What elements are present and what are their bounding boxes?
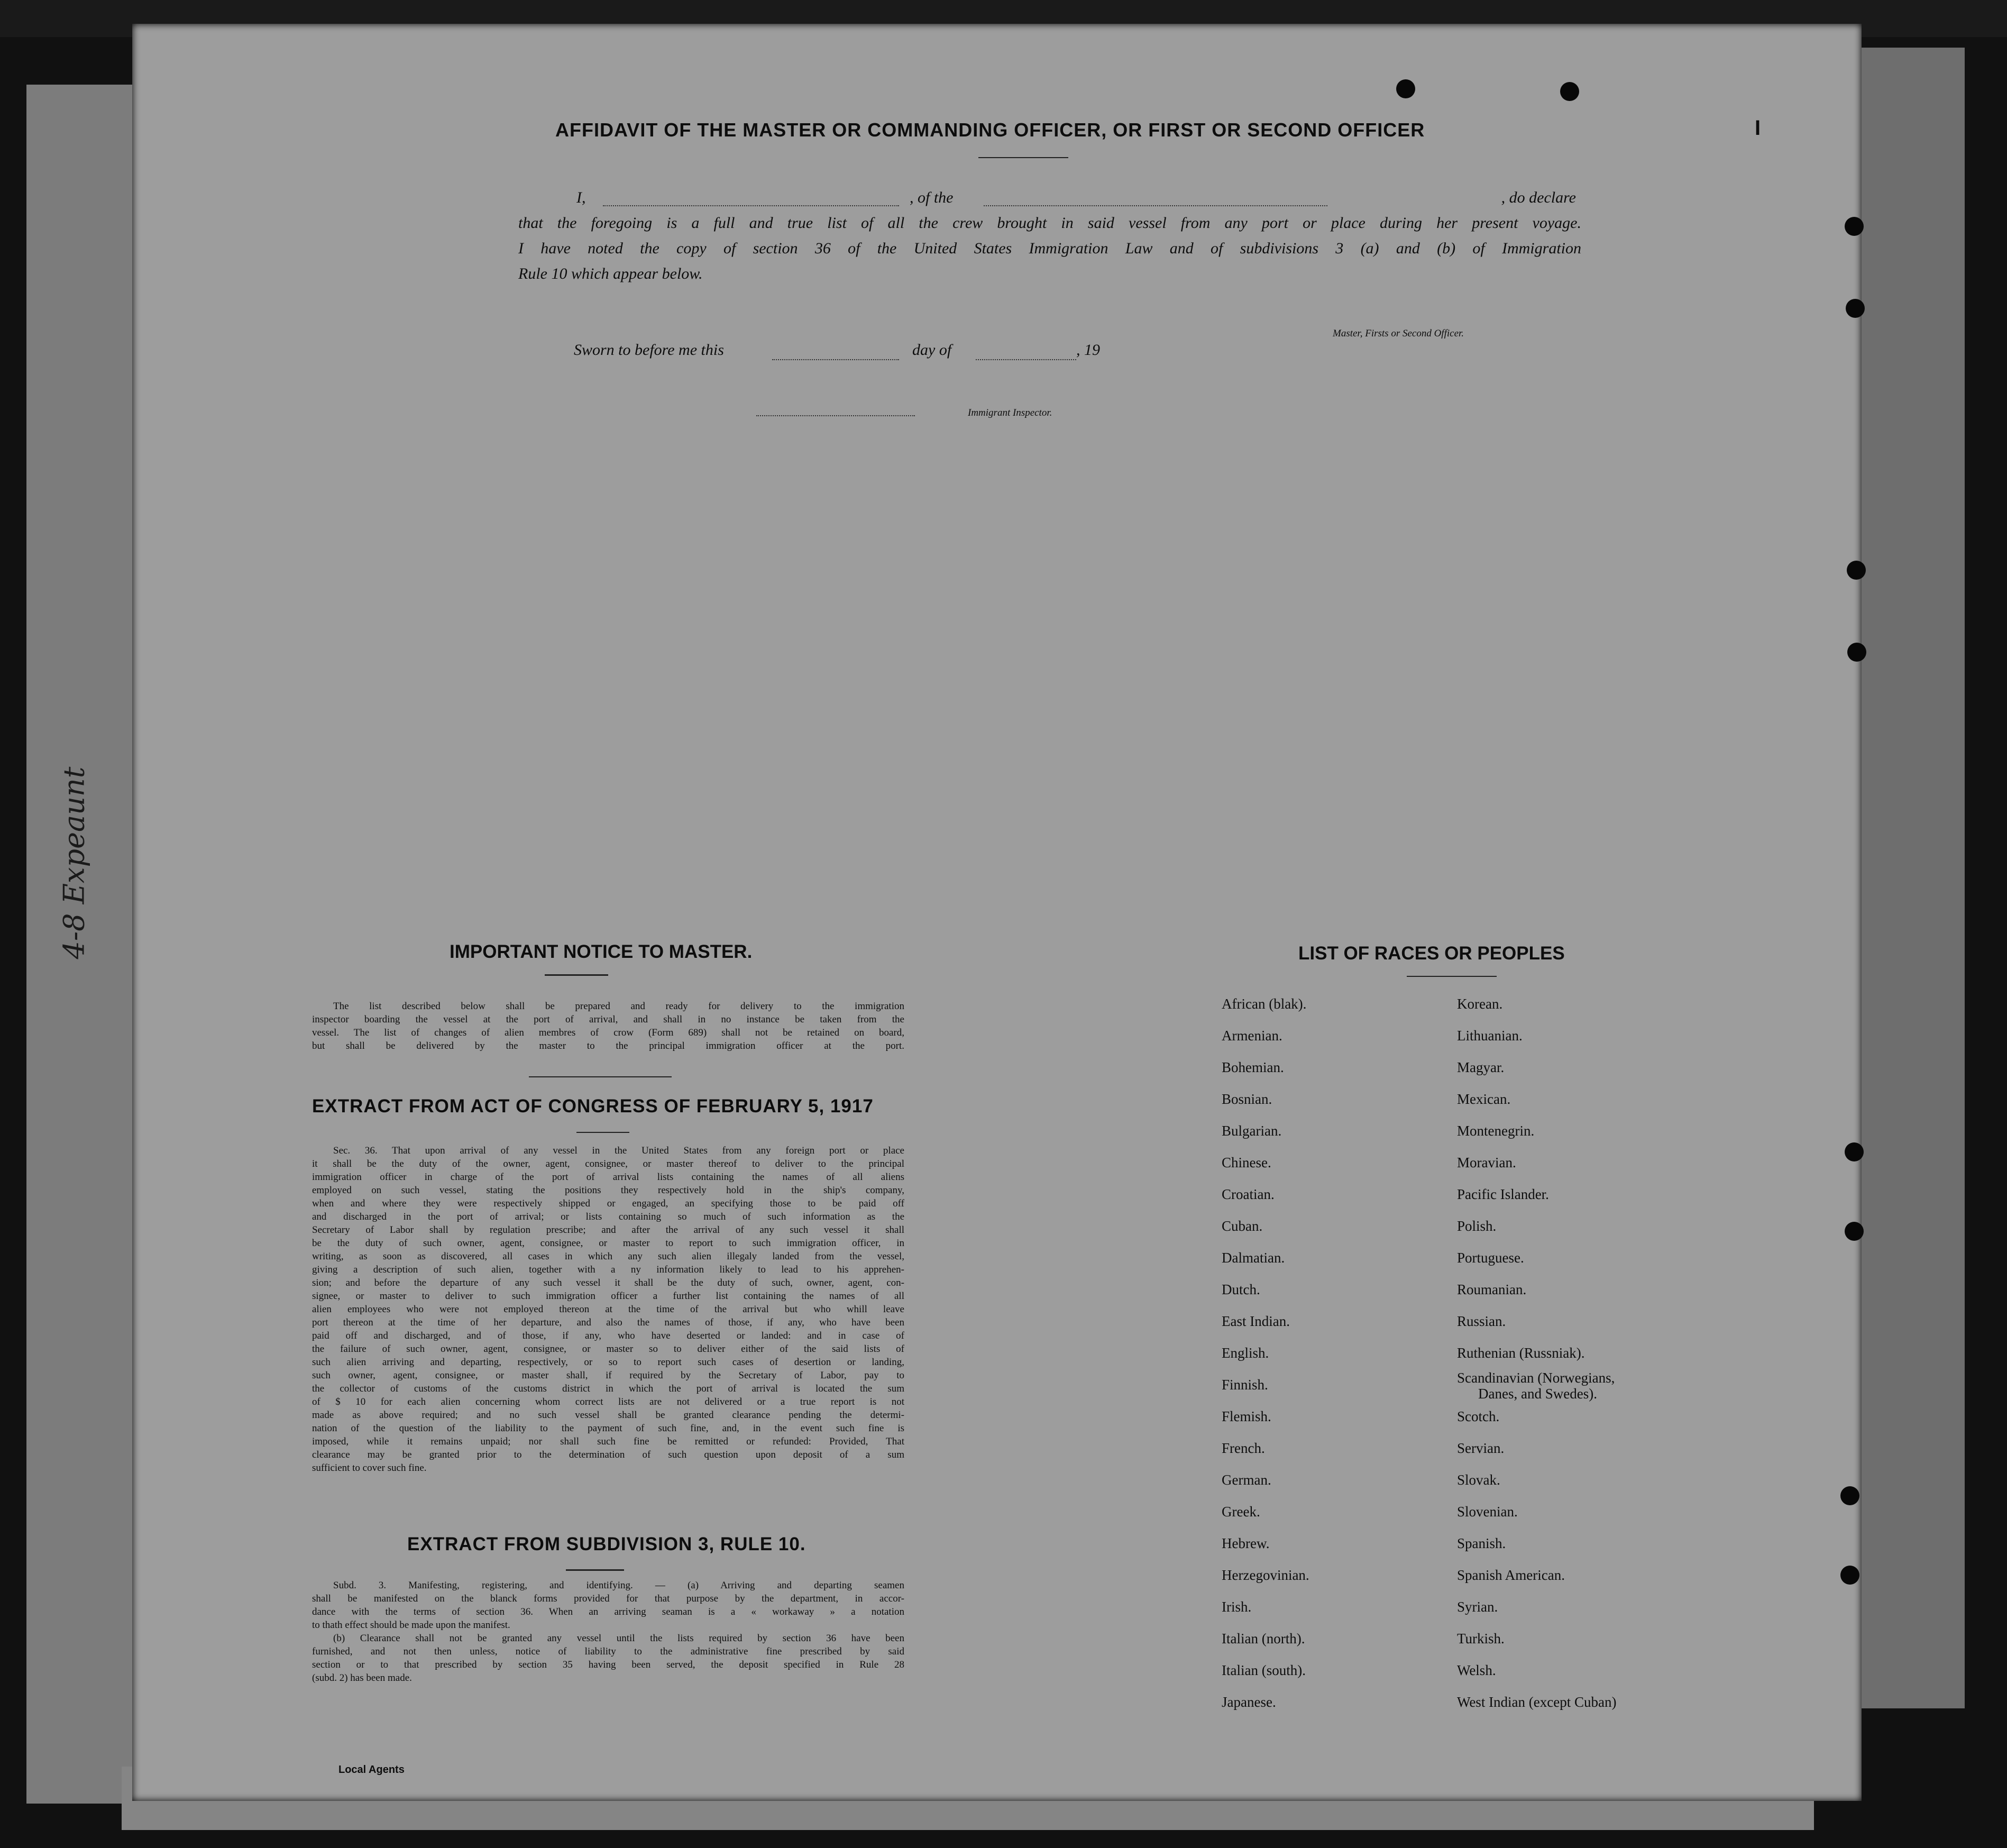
race-item: Croatian.: [1222, 1186, 1275, 1202]
race-item: Bohemian.: [1222, 1059, 1284, 1075]
race-item: French.: [1222, 1440, 1265, 1456]
act-line: such alien arriving and departing, respectively, or so to report such cases of desertion or landing,: [312, 1357, 904, 1368]
race-item: Scotch.: [1457, 1408, 1500, 1424]
race-item: Japanese.: [1222, 1694, 1276, 1710]
race-item: Slovenian.: [1457, 1504, 1518, 1520]
race-item: Hebrew.: [1222, 1535, 1270, 1551]
race-item: German.: [1222, 1472, 1271, 1488]
race-item: Armenian.: [1222, 1028, 1282, 1044]
race-item: Pacific Islander.: [1457, 1186, 1549, 1202]
race-item: Italian (north).: [1222, 1631, 1305, 1646]
notice-line: but shall be delivered by the master to the principal immigration officer at the port.: [312, 1040, 904, 1051]
notice-text: [312, 1000, 904, 1053]
race-item: Roumanian.: [1457, 1282, 1527, 1297]
rule-text: [312, 1579, 904, 1685]
race-item: Bosnian.: [1222, 1091, 1272, 1107]
race-item: East Indian.: [1222, 1313, 1290, 1329]
act-title: EXTRACT FROM ACT OF CONGRESS OF FEBRUARY 5, 1917: [312, 1096, 874, 1117]
name-blank[interactable]: [603, 205, 899, 206]
act-line: alien employees who were not employed thereon at the time of the arrival but who whill leave: [312, 1304, 904, 1315]
race-item: Polish.: [1457, 1218, 1497, 1234]
rule-line: shall be manifested on the blanck forms provided for that purpose by the department, in accor-: [312, 1593, 904, 1604]
declaration-line-3: I have noted the copy of section 36 of the United States Immigration Law and of subdivisions 3 (a) and (b) of Immigration: [518, 240, 1581, 257]
rule-line: section or to that prescribed by section 35 having been served, the deposit specified in Rule 28: [312, 1659, 904, 1670]
race-item: Bulgarian.: [1222, 1123, 1282, 1139]
race-item: Russian.: [1457, 1313, 1506, 1329]
act-line: employed on such vessel, stating the positions they respectively hold in the ship's company,: [312, 1185, 904, 1196]
local-agents-label: Local Agents: [338, 1764, 405, 1776]
race-item: Servian.: [1457, 1440, 1505, 1456]
vessel-blank[interactable]: [984, 205, 1327, 206]
race-item: Scandinavian (Norwegians,: [1457, 1370, 1615, 1386]
race-item: Slovak.: [1457, 1472, 1500, 1488]
race-item: Welsh.: [1457, 1662, 1496, 1678]
year-text: , 19: [1076, 341, 1100, 359]
act-line: when and where they were respectively shipped or engaged, an specifying those to be paid off: [312, 1198, 904, 1209]
race-item: West Indian (except Cuban): [1457, 1694, 1617, 1710]
race-item: Finnish.: [1222, 1377, 1268, 1393]
act-line: the failure of such owner, agent, consignee, or master so to deliver either of the said lists of: [312, 1343, 904, 1355]
punch-hole-icon: [1845, 217, 1864, 236]
declaration-do-declare: , do declare: [1501, 189, 1576, 206]
rule-rule: [566, 1569, 624, 1571]
race-item: Mexican.: [1457, 1091, 1511, 1107]
race-item-continued: Danes, and Swedes).: [1478, 1386, 1597, 1402]
races-rule: [1407, 976, 1497, 977]
race-item: Greek.: [1222, 1504, 1260, 1520]
punch-hole-icon: [1846, 299, 1865, 318]
declaration-line-2: that the foregoing is a full and true list of all the crew brought in said vessel from any port or place during her present voyage.: [518, 214, 1581, 232]
act-rule: [576, 1132, 629, 1133]
document-page: [132, 24, 1862, 1801]
race-item: Portuguese.: [1457, 1250, 1524, 1266]
race-item: African (blak).: [1222, 996, 1307, 1012]
notice-title: IMPORTANT NOTICE TO MASTER.: [450, 941, 753, 962]
race-item: Cuban.: [1222, 1218, 1263, 1234]
punch-hole-icon: [1840, 1486, 1859, 1505]
rule-line: (subd. 2) has been made.: [312, 1672, 412, 1684]
act-line: giving a description of such alien, together with a ny information likely to lead to his apprehen-: [312, 1264, 904, 1275]
act-line: sufficient to cover such fine.: [312, 1462, 427, 1474]
day-of-text: day of: [912, 341, 952, 359]
act-line: signee, or master to deliver to such immigration officer a further list containing the names of all: [312, 1291, 904, 1302]
act-line: immigration officer in charge of the port of arrival lists containing the names of all aliens: [312, 1172, 904, 1183]
act-line: the collector of customs of the customs district in which the port of arrival is located the sum: [312, 1383, 904, 1394]
notice-rule: [529, 1076, 672, 1077]
race-item: Syrian.: [1457, 1599, 1498, 1615]
punch-hole-icon: [1845, 1222, 1864, 1241]
race-item: Dutch.: [1222, 1282, 1260, 1297]
act-line: imposed, while it remains unpaid; nor shall such fine be remitted or refunded: Provided, That: [312, 1436, 904, 1447]
rule-line: (b) Clearance shall not be granted any vessel until the lists required by section 36 have been: [333, 1633, 904, 1644]
notice-line: vessel. The list of changes of alien membres of crow (Form 689) shall not be retained on board,: [312, 1027, 904, 1038]
race-item: Italian (south).: [1222, 1662, 1306, 1678]
race-item: Dalmatian.: [1222, 1250, 1285, 1266]
sworn-line: [574, 341, 1103, 368]
act-line: port thereon at the time of her departure, and also the names of those, if any, who have been: [312, 1317, 904, 1328]
declaration-i: I,: [576, 189, 586, 206]
races-title: LIST OF RACES OR PEOPLES: [1298, 943, 1565, 964]
act-line: such owner, agent, consignee, or master shall, if required by the Secretary of Labor, pay to: [312, 1370, 904, 1381]
act-line: and discharged in the port of arrival; or lists containing so much of such information as the: [312, 1211, 904, 1222]
act-line: it shall be the duty of the owner, agent, consignee, or master thereof to deliver to the principal: [312, 1158, 904, 1169]
race-item: Magyar.: [1457, 1059, 1505, 1075]
sworn-text: Sworn to before me this: [574, 341, 724, 359]
rule-line: to thath effect should be made upon the manifest.: [312, 1620, 510, 1631]
day-blank[interactable]: [772, 359, 899, 360]
act-line: writing, as soon as discovered, all cases in which any such alien illegaly landed from the vessel,: [312, 1251, 904, 1262]
punch-hole-icon: [1396, 79, 1415, 98]
signature-label: Master, Firsts or Second Officer.: [1333, 328, 1464, 339]
act-line: made as above required; and no such vessel shall be granted clearance pending the determi-: [312, 1410, 904, 1421]
inspector-label: Immigrant Inspector.: [968, 407, 1052, 418]
act-line: paid off and discharged, and of those, if any, who have deserted or landed: and in case of: [312, 1330, 904, 1341]
race-item: Moravian.: [1457, 1155, 1516, 1170]
act-line: Sec. 36. That upon arrival of any vessel in the United States from any foreign port or place: [333, 1145, 904, 1156]
month-blank[interactable]: [976, 359, 1076, 360]
notice-line: inspector boarding the vessel at the port of arrival, and shall in no instance be taken from the: [312, 1014, 904, 1025]
title-rule: [978, 157, 1068, 158]
punch-hole-icon: [1560, 82, 1579, 101]
punch-hole-icon: [1847, 643, 1866, 662]
page-mark: I: [1755, 116, 1761, 140]
act-line: Secretary of Labor shall by regulation prescribe; and after the arrival of any such vessel it shall: [312, 1224, 904, 1236]
punch-hole-icon: [1847, 561, 1866, 580]
race-item: Korean.: [1457, 996, 1503, 1012]
race-item: Flemish.: [1222, 1408, 1271, 1424]
act-line: be the duty of such owner, agent, consignee, or master to report to such immigration officer, in: [312, 1238, 904, 1249]
race-item: Spanish American.: [1457, 1567, 1565, 1583]
race-item: Spanish.: [1457, 1535, 1506, 1551]
rule-line: furnished, and not then unless, notice of liability to the administrative fine prescribed by said: [312, 1646, 904, 1657]
rule-line: dance with the terms of section 36. When an arriving seaman is a « workaway » a notation: [312, 1606, 904, 1617]
race-item: Turkish.: [1457, 1631, 1505, 1646]
race-item: Herzegovinian.: [1222, 1567, 1309, 1583]
notice-line: The list described below shall be prepared and ready for delivery to the immigration: [333, 1001, 904, 1012]
notice-ornament: [545, 974, 608, 976]
punch-hole-icon: [1840, 1566, 1859, 1585]
act-line: nation of the question of the liability to the payment of such fine, and, in the event such fine is: [312, 1423, 904, 1434]
race-item: English.: [1222, 1345, 1269, 1361]
race-item: Chinese.: [1222, 1155, 1271, 1170]
race-item: Lithuanian.: [1457, 1028, 1523, 1044]
rule-line: Subd. 3. Manifesting, registering, and identifying. — (a) Arriving and departing seamen: [333, 1580, 904, 1591]
act-text: [312, 1144, 904, 1475]
race-item: Montenegrin.: [1457, 1123, 1535, 1139]
race-item: Ruthenian (Russniak).: [1457, 1345, 1585, 1361]
affidavit-title: AFFIDAVIT OF THE MASTER OR COMMANDING OFFICER, OR FIRST OR SECOND OFFICER: [555, 119, 1425, 141]
act-line: sion; and before the departure of any such vessel it shall be the duty of such, owner, agent, con-: [312, 1277, 904, 1288]
race-item: Irish.: [1222, 1599, 1252, 1615]
act-line: clearance may be granted prior to the determination of such question upon deposit of a sum: [312, 1449, 904, 1460]
act-line: of $ 10 for each alien concerning whom correct lists are not delivered or a true report is not: [312, 1396, 904, 1407]
rule-title: EXTRACT FROM SUBDIVISION 3, RULE 10.: [407, 1534, 806, 1554]
declaration-line-4: Rule 10 which appear below.: [518, 265, 703, 282]
declaration-of-the: , of the: [910, 189, 954, 206]
margin-handwriting: 4-8 Expeaunt: [57, 766, 91, 959]
inspector-signature-blank[interactable]: [756, 415, 915, 416]
punch-hole-icon: [1845, 1142, 1864, 1161]
